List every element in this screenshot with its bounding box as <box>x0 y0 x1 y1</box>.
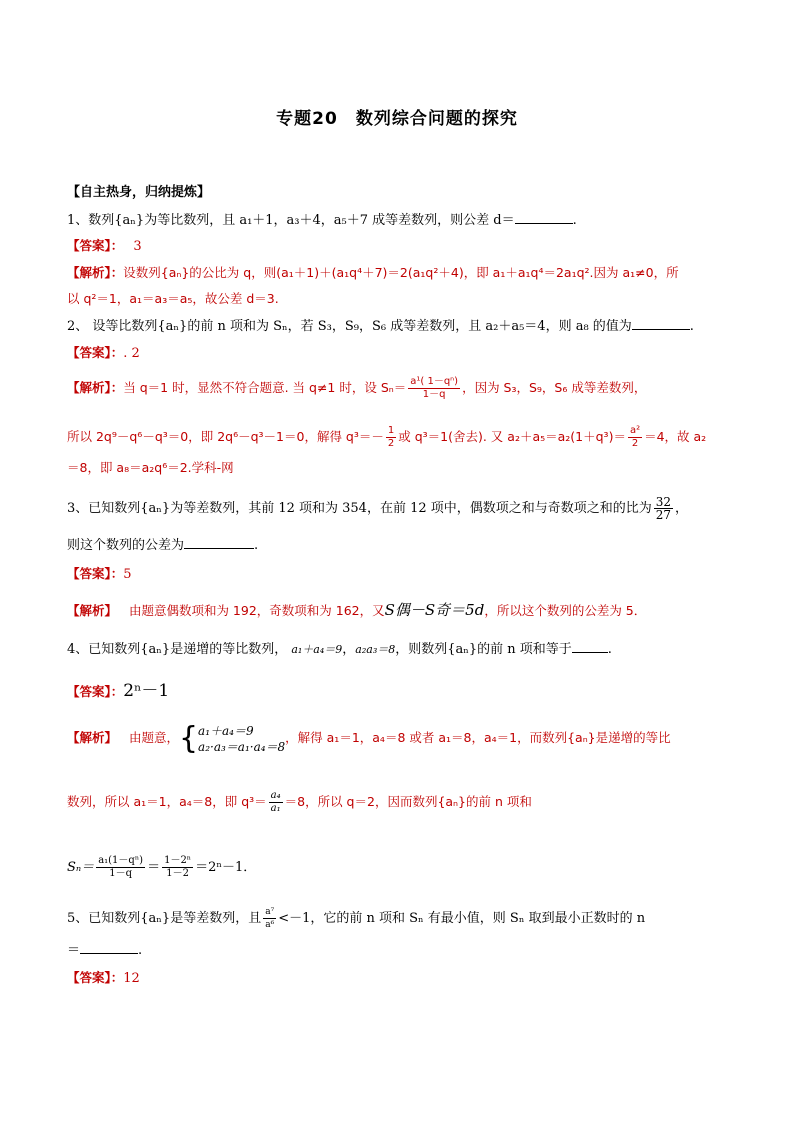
question-3-text2: 则这个数列的公差为 <box>67 538 185 553</box>
condition-1: a₁＋a₄＝9 <box>291 643 343 656</box>
explanation-4-text2a: 数列，所以 a₁＝1，a₄＝8，即 q³＝ <box>67 794 267 809</box>
fraction <box>269 790 283 815</box>
question-5-text-end: <－1，它的前 n 项和 Sₙ 有最小值，则 Sₙ 取到最小正数时的 n <box>278 911 646 926</box>
answer-blank <box>80 941 138 954</box>
answer-blank <box>184 536 254 549</box>
question-1: 1、数列{aₙ}为等比数列，且 a₁＋1，a₃＋4，a₅＋7 成等差数列，则公差 d＝ . <box>67 213 577 228</box>
explanation-4-lead: 由题意， <box>128 730 179 745</box>
answer-4 <box>67 682 169 702</box>
explanation-3-text2: ，所以这个数列的公差为 5． <box>484 603 647 618</box>
explanation-1-line1 <box>67 264 679 283</box>
fraction-denominator: 2 <box>631 438 639 449</box>
explanation-2-text2b: 或 q³＝1(舍去). 又 a₂＋a₅＝a₂(1＋q³)＝ <box>398 429 626 444</box>
condition-2: a₂a₃＝8 <box>355 643 396 656</box>
explanation-label: 【解析】 <box>67 603 118 618</box>
explanation-3-text1: 由题意偶数项和为 192，奇数项和为 162，又 <box>128 603 385 618</box>
explanation-4-line2 <box>67 790 532 815</box>
fraction <box>96 855 145 880</box>
fraction <box>263 906 276 931</box>
equation-2: a₂·a₃＝a₁·a₄＝8 <box>198 739 286 754</box>
explanation-label: 【解析】 <box>67 730 118 745</box>
answer-label: 【答案】： <box>67 238 124 253</box>
fraction-denominator: 1－q <box>109 868 132 879</box>
answer-5-value: 12 <box>123 971 140 986</box>
fraction-numerator: a₁(1－qⁿ) <box>98 855 144 866</box>
explanation-4-line1 <box>67 722 671 755</box>
explanation-2-text2c: ＝4，故 a₂ <box>644 429 707 444</box>
answer-4-value: 2ⁿ－1 <box>123 681 170 701</box>
explanation-2-text1b: ，因为 S₃，S₉，S₆ 成等差数列， <box>462 380 647 395</box>
fraction-denominator: 27 <box>655 508 672 522</box>
question-5-text2: ＝ <box>67 943 81 958</box>
equals-sign: ＝ <box>147 860 161 875</box>
brace-symbol: { <box>178 720 199 756</box>
fraction-numerator: 32 <box>655 495 672 509</box>
fraction <box>408 376 460 401</box>
answer-2 <box>67 344 140 363</box>
answer-blank <box>632 317 690 330</box>
fraction <box>162 855 193 880</box>
question-5-text: 5、已知数列{aₙ}是等差数列，且 <box>67 911 262 926</box>
result-text: ＝2ⁿ－1． <box>195 860 257 875</box>
question-3-line2: 则这个数列的公差为 . <box>67 538 259 553</box>
fraction-denominator: 2 <box>387 438 395 449</box>
explanation-4-text2b: ＝8，所以 q＝2，因而数列{aₙ}的前 n 项和 <box>284 794 532 809</box>
answer-1-value: 3 <box>133 239 142 254</box>
fraction-denominator: a⁶ <box>265 920 275 930</box>
sum-symbol: Sₙ＝ <box>67 860 95 875</box>
question-3-text-end: ， <box>675 501 689 516</box>
explanation-label: 【解析】： <box>67 380 124 395</box>
fraction-numerator: a₄ <box>270 790 281 801</box>
page-title: 专题20 数列综合问题的探究 <box>276 109 518 129</box>
answer-2-value: . 2 <box>123 346 140 361</box>
fraction-numerator: a² <box>629 425 641 436</box>
explanation-4-line3 <box>67 855 256 880</box>
question-4-text-end: ，则数列{aₙ}的前 n 项和等于 <box>395 642 572 657</box>
question-5 <box>67 906 645 931</box>
question-2: 2、 设等比数列{aₙ}的前 n 项和为 Sₙ，若 S₃，S₉，S₆ 成等差数列，且 a₂＋a₅＝4，则 a₈ 的值为 . <box>67 319 694 334</box>
explanation-2-text2a: 所以 2q⁹－q⁶－q³＝0，即 2q⁶－q³－1＝0，解得 q³＝－ <box>67 429 384 444</box>
fraction <box>654 496 673 521</box>
equation-system <box>198 723 285 755</box>
explanation-1-line2: 以 q²＝1，a₁＝a₃＝a₅，故公差 d＝3. <box>67 291 279 306</box>
formula: S偶－S奇＝5d <box>384 601 485 619</box>
explanation-2-text1a: 当 q＝1 时，显然不符合题意. 当 q≠1 时，设 Sₙ＝ <box>123 380 407 395</box>
fraction <box>628 425 642 450</box>
fraction-denominator: 1－q <box>422 389 446 400</box>
explanation-1-text1: 设数列{aₙ}的公比为 q，则(a₁＋1)＋(a₁q⁴＋7)＝2(a₁q²＋4)，即 a₁＋a₁q⁴＝2a₁q².因为 a₁≠0，所 <box>123 265 679 280</box>
fraction-numerator: 1－2ⁿ <box>164 855 192 866</box>
fraction-numerator: a⁷ <box>265 907 275 917</box>
fraction-denominator: a₁ <box>270 803 281 814</box>
answer-label: 【答案】： <box>67 684 124 699</box>
question-4-text: 4、已知数列{aₙ}是递增的等比数列， <box>67 642 288 657</box>
explanation-2-line3: ＝8，即 a₈＝a₂q⁶＝2.学科-网 <box>67 460 234 475</box>
answer-5 <box>67 969 140 988</box>
answer-label: 【答案】： <box>67 970 124 985</box>
equation-1: a₁＋a₄＝9 <box>198 723 254 738</box>
question-2-text: 2、 设等比数列{aₙ}的前 n 项和为 Sₙ，若 S₃，S₉，S₆ 成等差数列，且 a₂＋a₅＝4，则 a₈ 的值为 <box>67 319 632 334</box>
question-1-text: 1、数列{aₙ}为等比数列，且 a₁＋1，a₃＋4，a₅＋7 成等差数列，则公差 d＝ <box>67 213 515 228</box>
answer-label: 【答案】： <box>67 566 124 581</box>
question-3 <box>67 496 688 521</box>
fraction-denominator: 1－2 <box>166 868 189 879</box>
question-4: 4、已知数列{aₙ}是递增的等比数列， a₁＋a₄＝9，a₂a₃＝8，则数列{aₙ}的前 n 项和等于 . <box>67 642 612 657</box>
question-3-text: 3、已知数列{aₙ}为等差数列，其前 12 项和为 354，在前 12 项中，偶数项之和与奇数项之和的比为 <box>67 501 652 516</box>
explanation-3 <box>67 601 646 620</box>
section-heading: 【自主热身，归纳提炼】 <box>67 185 211 200</box>
answer-blank <box>572 640 608 653</box>
answer-3-value: 5 <box>123 567 132 582</box>
answer-label: 【答案】： <box>67 345 124 360</box>
explanation-2-line2 <box>67 425 706 450</box>
answer-blank <box>515 211 573 224</box>
fraction-numerator: 1 <box>387 425 395 436</box>
explanation-2-line1 <box>67 376 646 401</box>
fraction-numerator: a¹( 1－qⁿ) <box>410 376 459 387</box>
explanation-4-text1: ，解得 a₁＝1，a₄＝8 或者 a₁＝8，a₄＝1，而数列{aₙ}是递增的等比 <box>285 730 671 745</box>
answer-3 <box>67 565 132 584</box>
answer-1 <box>67 237 142 256</box>
fraction <box>386 425 396 450</box>
explanation-label: 【解析】： <box>67 265 124 280</box>
question-5-line2: ＝ . <box>67 943 143 958</box>
